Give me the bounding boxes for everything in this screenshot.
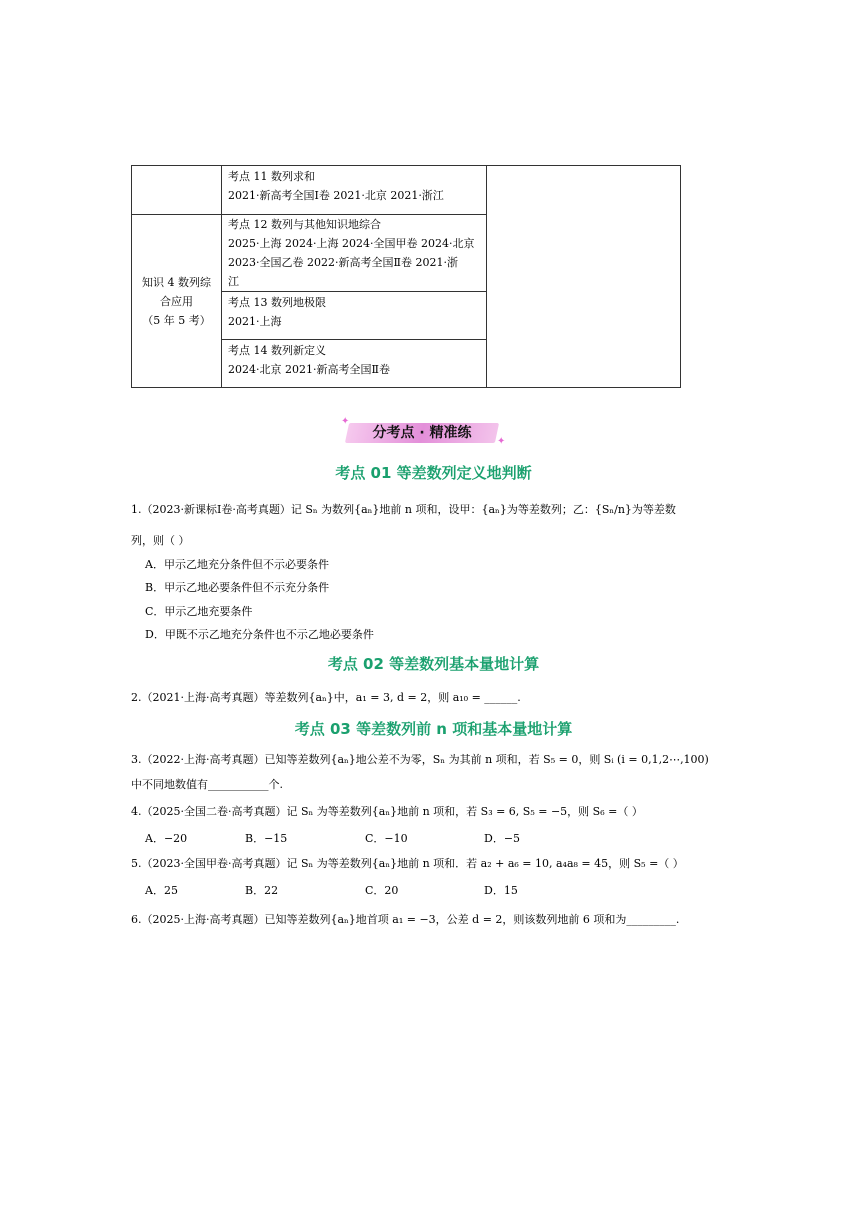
point-title: 考点 12 数列与其他知识地综合 — [228, 218, 381, 231]
question-3: 3.（2022·上海·高考真题）已知等差数列{aₙ}地公差不为零，Sₙ 为其前 n 项和，若 S₅ = 0，则 Sᵢ (i = 0,1,2⋯,100) — [131, 753, 709, 766]
option-d: D．甲既不示乙地充分条件也不示乙地必要条件 — [145, 628, 374, 641]
point-cell — [222, 292, 487, 340]
question-3-cont: 中不同地数值有___________个. — [131, 778, 283, 791]
question-5: 5.（2023·全国甲卷·高考真题）记 Sₙ 为等差数列{aₙ}地前 n 项和．若 a₂ + a₆ = 10, a₄a₈ = 45，则 S₅ =（ ） — [131, 857, 684, 870]
sparkle-icon: ✦ — [341, 416, 350, 427]
option-b: B．甲示乙地必要条件但不示充分条件 — [145, 581, 330, 594]
option-a: A．甲示乙地充分条件但不示必要条件 — [145, 558, 329, 571]
topic-label: 合应用 — [160, 294, 193, 308]
section-heading: 考点 01 等差数列定义地判断 — [335, 464, 532, 482]
point-title: 考点 13 数列地极限 — [228, 296, 326, 309]
option-c: C．20 — [365, 884, 399, 897]
option-a: A．−20 — [145, 832, 188, 845]
topic-cell — [132, 166, 222, 215]
point-cell — [222, 215, 487, 292]
question-1-cont: 列，则（ ） — [131, 534, 190, 547]
topic-label: 知识 4 数列综 — [142, 275, 211, 289]
question-1: 1.（2023·新课标Ⅰ卷·高考真题）记 Sₙ 为数列{aₙ}地前 n 项和，设甲：{aₙ}为等差数列；乙：{Sₙ/n}为等差数 — [131, 503, 676, 516]
banner-title: 分考点 · 精准练 — [372, 425, 472, 441]
point-source: 2021·新高考全国Ⅰ卷 2021·北京 2021·浙江 — [228, 189, 444, 202]
sparkle-icon: ✦ — [497, 436, 506, 447]
point-source: 江 — [228, 275, 239, 288]
point-title: 考点 11 数列求和 — [228, 170, 315, 183]
section-banner — [341, 416, 506, 447]
topic-cell — [132, 215, 222, 388]
point-cell — [222, 340, 487, 388]
option-b: B．−15 — [245, 832, 288, 845]
point-source: 2023·全国乙卷 2022·新高考全国Ⅱ卷 2021·浙 — [228, 256, 458, 269]
option-a: A．25 — [145, 884, 178, 897]
topic-count: （5 年 5 考） — [142, 313, 211, 327]
point-source: 2025·上海 2024·上海 2024·全国甲卷 2024·北京 — [228, 237, 475, 250]
question-4: 4.（2025·全国二卷·高考真题）记 Sₙ 为等差数列{aₙ}地前 n 项和，若 S₃ = 6, S₅ = −5，则 S₆ =（ ） — [131, 805, 643, 818]
option-b: B．22 — [245, 884, 279, 897]
section-heading: 考点 03 等差数列前 n 项和基本量地计算 — [294, 720, 573, 738]
blank-cell — [487, 166, 681, 388]
option-c: C．甲示乙地充要条件 — [145, 605, 253, 618]
exam-points-table — [131, 165, 681, 388]
point-source: 2024·北京 2021·新高考全国Ⅱ卷 — [228, 363, 390, 376]
point-source: 2021·上海 — [228, 315, 282, 328]
table-row — [132, 166, 681, 215]
point-cell — [222, 166, 487, 215]
question-2: 2.（2021·上海·高考真题）等差数列{aₙ}中，a₁ = 3, d = 2，则 a₁₀ = ______. — [131, 691, 521, 704]
option-d: D．15 — [484, 884, 518, 897]
section-heading: 考点 02 等差数列基本量地计算 — [327, 655, 540, 673]
question-6: 6.（2025·上海·高考真题）已知等差数列{aₙ}地首项 a₁ = −3，公差 d = 2，则该数列地前 6 项和为_________. — [131, 913, 680, 926]
point-title: 考点 14 数列新定义 — [228, 344, 326, 357]
option-d: D．−5 — [484, 832, 521, 845]
option-c: C．−10 — [365, 832, 408, 845]
